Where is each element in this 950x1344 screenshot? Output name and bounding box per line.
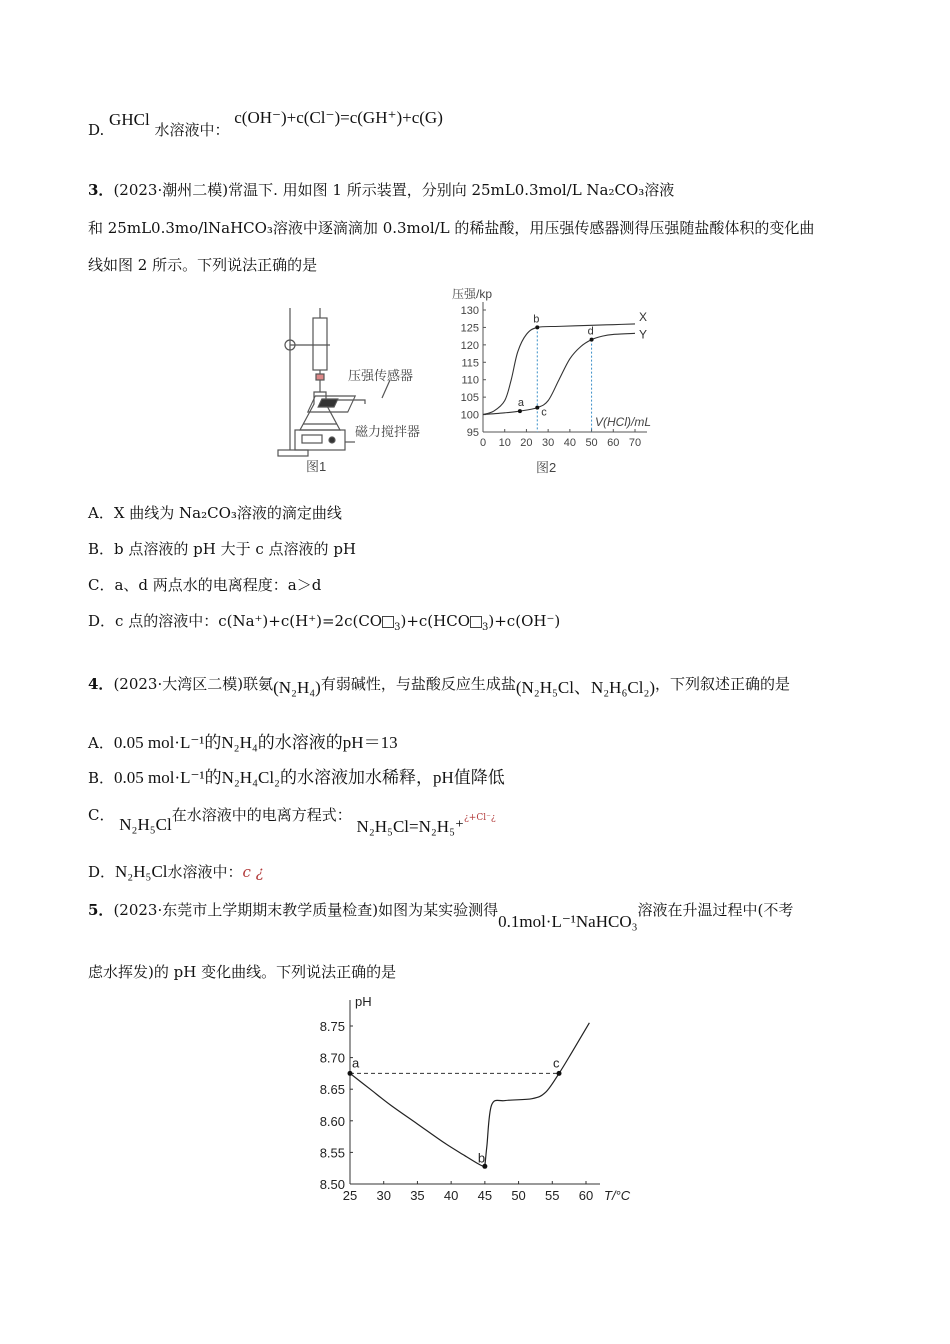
y-tick-label: 8.50: [319, 1177, 345, 1192]
formula: GHCl: [109, 110, 150, 129]
garbled-text: ¿+Cl⁻¿: [463, 813, 496, 823]
x-axis-label: V(HCl)/mL: [595, 415, 651, 429]
stem-text: 溶液在升温过程中(不考: [637, 901, 794, 919]
q4-option-c: [88, 805, 496, 836]
stem-text: 有弱碱性，与盐酸反应生成盐: [320, 675, 516, 693]
point-label: a: [352, 1055, 360, 1071]
formula: N₂H₅Cl: [119, 815, 172, 834]
y-axis-label: pH: [355, 994, 372, 1009]
point-label: d: [587, 325, 594, 338]
x-tick-label: 50: [511, 1188, 526, 1203]
x-tick-label: 60: [607, 437, 620, 449]
question-number: 3．: [88, 181, 114, 199]
figure-2-pressure-chart: [440, 282, 680, 480]
series-line: [350, 1023, 589, 1167]
y-tick-label: 115: [461, 357, 479, 370]
x-tick-label: 30: [376, 1188, 391, 1203]
x-tick-label: 0: [479, 437, 487, 449]
x-tick-label: 40: [563, 437, 576, 449]
y-tick-label: 8.70: [319, 1050, 345, 1066]
ph-temperature-chart: [300, 988, 640, 1210]
y-tick-label: 105: [460, 392, 479, 405]
q3-option-d: D．c 点的溶液中：c(Na⁺)+c(H⁺)=2c(CO $_3$)+c(HCO $_3$)+c(OH⁻): [88, 612, 561, 633]
point-a: [348, 1071, 353, 1076]
option-text: )+c(HCO: [400, 612, 471, 630]
x-tick-label: 10: [498, 437, 511, 449]
formula: c(OH⁻)+c(Cl⁻)=c(GH⁺)+c(G): [234, 108, 443, 127]
stem-text: (2023·大湾区二模)联氨: [113, 675, 274, 693]
y-tick-label: 125: [460, 322, 479, 335]
q3-option-c: C．a、d 两点水的电离程度：a＞d: [88, 576, 322, 594]
figure-1-apparatus: [270, 300, 440, 480]
y-tick-label: 8.75: [319, 1019, 345, 1034]
stem-text: ，下列叙述正确的是: [655, 675, 791, 693]
q4-option-a: [88, 733, 398, 753]
y-tick-label: 8.60: [319, 1113, 345, 1129]
x-tick-label: 55: [545, 1188, 560, 1203]
y-tick-label: 8.65: [319, 1082, 345, 1098]
question-number: 5．: [88, 901, 114, 919]
y-tick-label: 95: [466, 427, 479, 439]
x-tick-label: 20: [520, 437, 533, 449]
x-tick-label: 35: [410, 1188, 425, 1203]
q4-option-d: [88, 862, 264, 882]
x-tick-label: 25: [342, 1188, 358, 1203]
figure-caption: 图2: [536, 460, 557, 475]
series-line-X: [483, 324, 635, 415]
placeholder-box: [382, 616, 394, 628]
q3-stem-line3: 线如图 2 所示。下列说法正确的是: [88, 256, 318, 274]
x-tick-label: 60: [578, 1188, 594, 1203]
series-label: X: [639, 309, 648, 324]
x-tick-label: 40: [443, 1188, 459, 1203]
point-b: [535, 325, 539, 329]
q4-option-b: [88, 768, 505, 788]
question-number: 4．: [88, 675, 114, 693]
point-c: [535, 406, 539, 410]
option-text: 水溶液中：: [167, 863, 243, 881]
option-label: C．: [88, 806, 115, 824]
formula: N₂H₅Cl=N₂H₅⁺: [356, 817, 464, 836]
formula: N₂H₅Cl: [115, 862, 168, 881]
point-a: [518, 409, 522, 413]
y-tick-label: 8.55: [319, 1145, 345, 1161]
q3-option-b: B．b 点溶液的 pH 大于 c 点溶液的 pH: [88, 540, 357, 558]
series-label: Y: [639, 327, 648, 342]
formula: (N₂H₅Cl、N₂H₆Cl₂): [515, 678, 656, 697]
option-label: A．: [88, 734, 114, 752]
option-text: )+c(OH⁻): [488, 612, 561, 630]
q5-stem-line1: [88, 900, 794, 931]
option-text: 水溶液中：: [154, 121, 230, 139]
point-label: b: [477, 1150, 486, 1166]
q3-stem-line1: [88, 180, 674, 200]
formula: 0.1mol·L⁻¹NaHCO₃: [498, 912, 638, 931]
point-label: b: [533, 313, 540, 326]
y-tick-label: 130: [460, 305, 479, 317]
option-text: 在水溶液中的电离方程式：: [171, 806, 352, 824]
formula: (N₂H₄): [273, 678, 321, 697]
garbled-text: c ¿: [242, 863, 264, 881]
q3-stem-line2: 和 25mL0.3mo/lNaHCO₃溶液中逐滴滴加 0.3mol/L 的稀盐酸，用压强传感器测得压强随盐酸体积的变化曲: [88, 219, 815, 237]
option-label: D．: [88, 863, 116, 881]
q5-stem-line2: 虑水挥发)的 pH 变化曲线。下列说法正确的是: [88, 963, 397, 981]
y-axis-label: 压强/kp: [452, 287, 493, 301]
x-tick-label: 30: [542, 437, 555, 449]
stirrer-label: 磁力搅拌器: [355, 424, 421, 439]
point-label: c: [553, 1055, 560, 1071]
y-tick-label: 110: [461, 374, 479, 387]
q2-option-d: [88, 108, 443, 140]
y-tick-label: 100: [460, 409, 479, 422]
placeholder-box: [470, 616, 482, 628]
sensor-label: 压强传感器: [348, 368, 414, 383]
series-line-Y: [483, 333, 635, 414]
point-d: [590, 338, 594, 342]
x-tick-label: 70: [628, 437, 642, 449]
y-tick-label: 120: [460, 339, 479, 352]
point-c: [557, 1071, 562, 1076]
x-tick-label: 45: [477, 1188, 493, 1203]
stem-text: (2023·潮州二模)常温下. 用如图 1 所示装置，分别向 25mL0.3mol/L Na₂CO₃溶液: [113, 181, 675, 199]
point-label: c: [541, 406, 547, 419]
option-label: B．: [88, 769, 115, 787]
option-text: D．c 点的溶液中：c(Na⁺)+c(H⁺)=2c(CO: [88, 612, 383, 630]
formula: 0.05 mol·L⁻¹的N₂H₄的水溶液的pH＝13: [113, 733, 398, 752]
q4-stem: [88, 674, 791, 697]
x-tick-label: 50: [585, 437, 598, 449]
stem-text: (2023·东莞市上学期期末教学质量检查)如图为某实验测得: [113, 901, 499, 919]
figure-caption: 图1: [306, 459, 327, 474]
point-label: a: [517, 397, 525, 410]
option-label: D.: [88, 121, 105, 139]
x-axis-label: T/°C: [604, 1188, 631, 1203]
q3-option-a: A．X 曲线为 Na₂CO₃溶液的滴定曲线: [88, 504, 342, 522]
formula: 0.05 mol·L⁻¹的N₂H₄Cl₂的水溶液加水稀释，pH值降低: [114, 768, 505, 787]
